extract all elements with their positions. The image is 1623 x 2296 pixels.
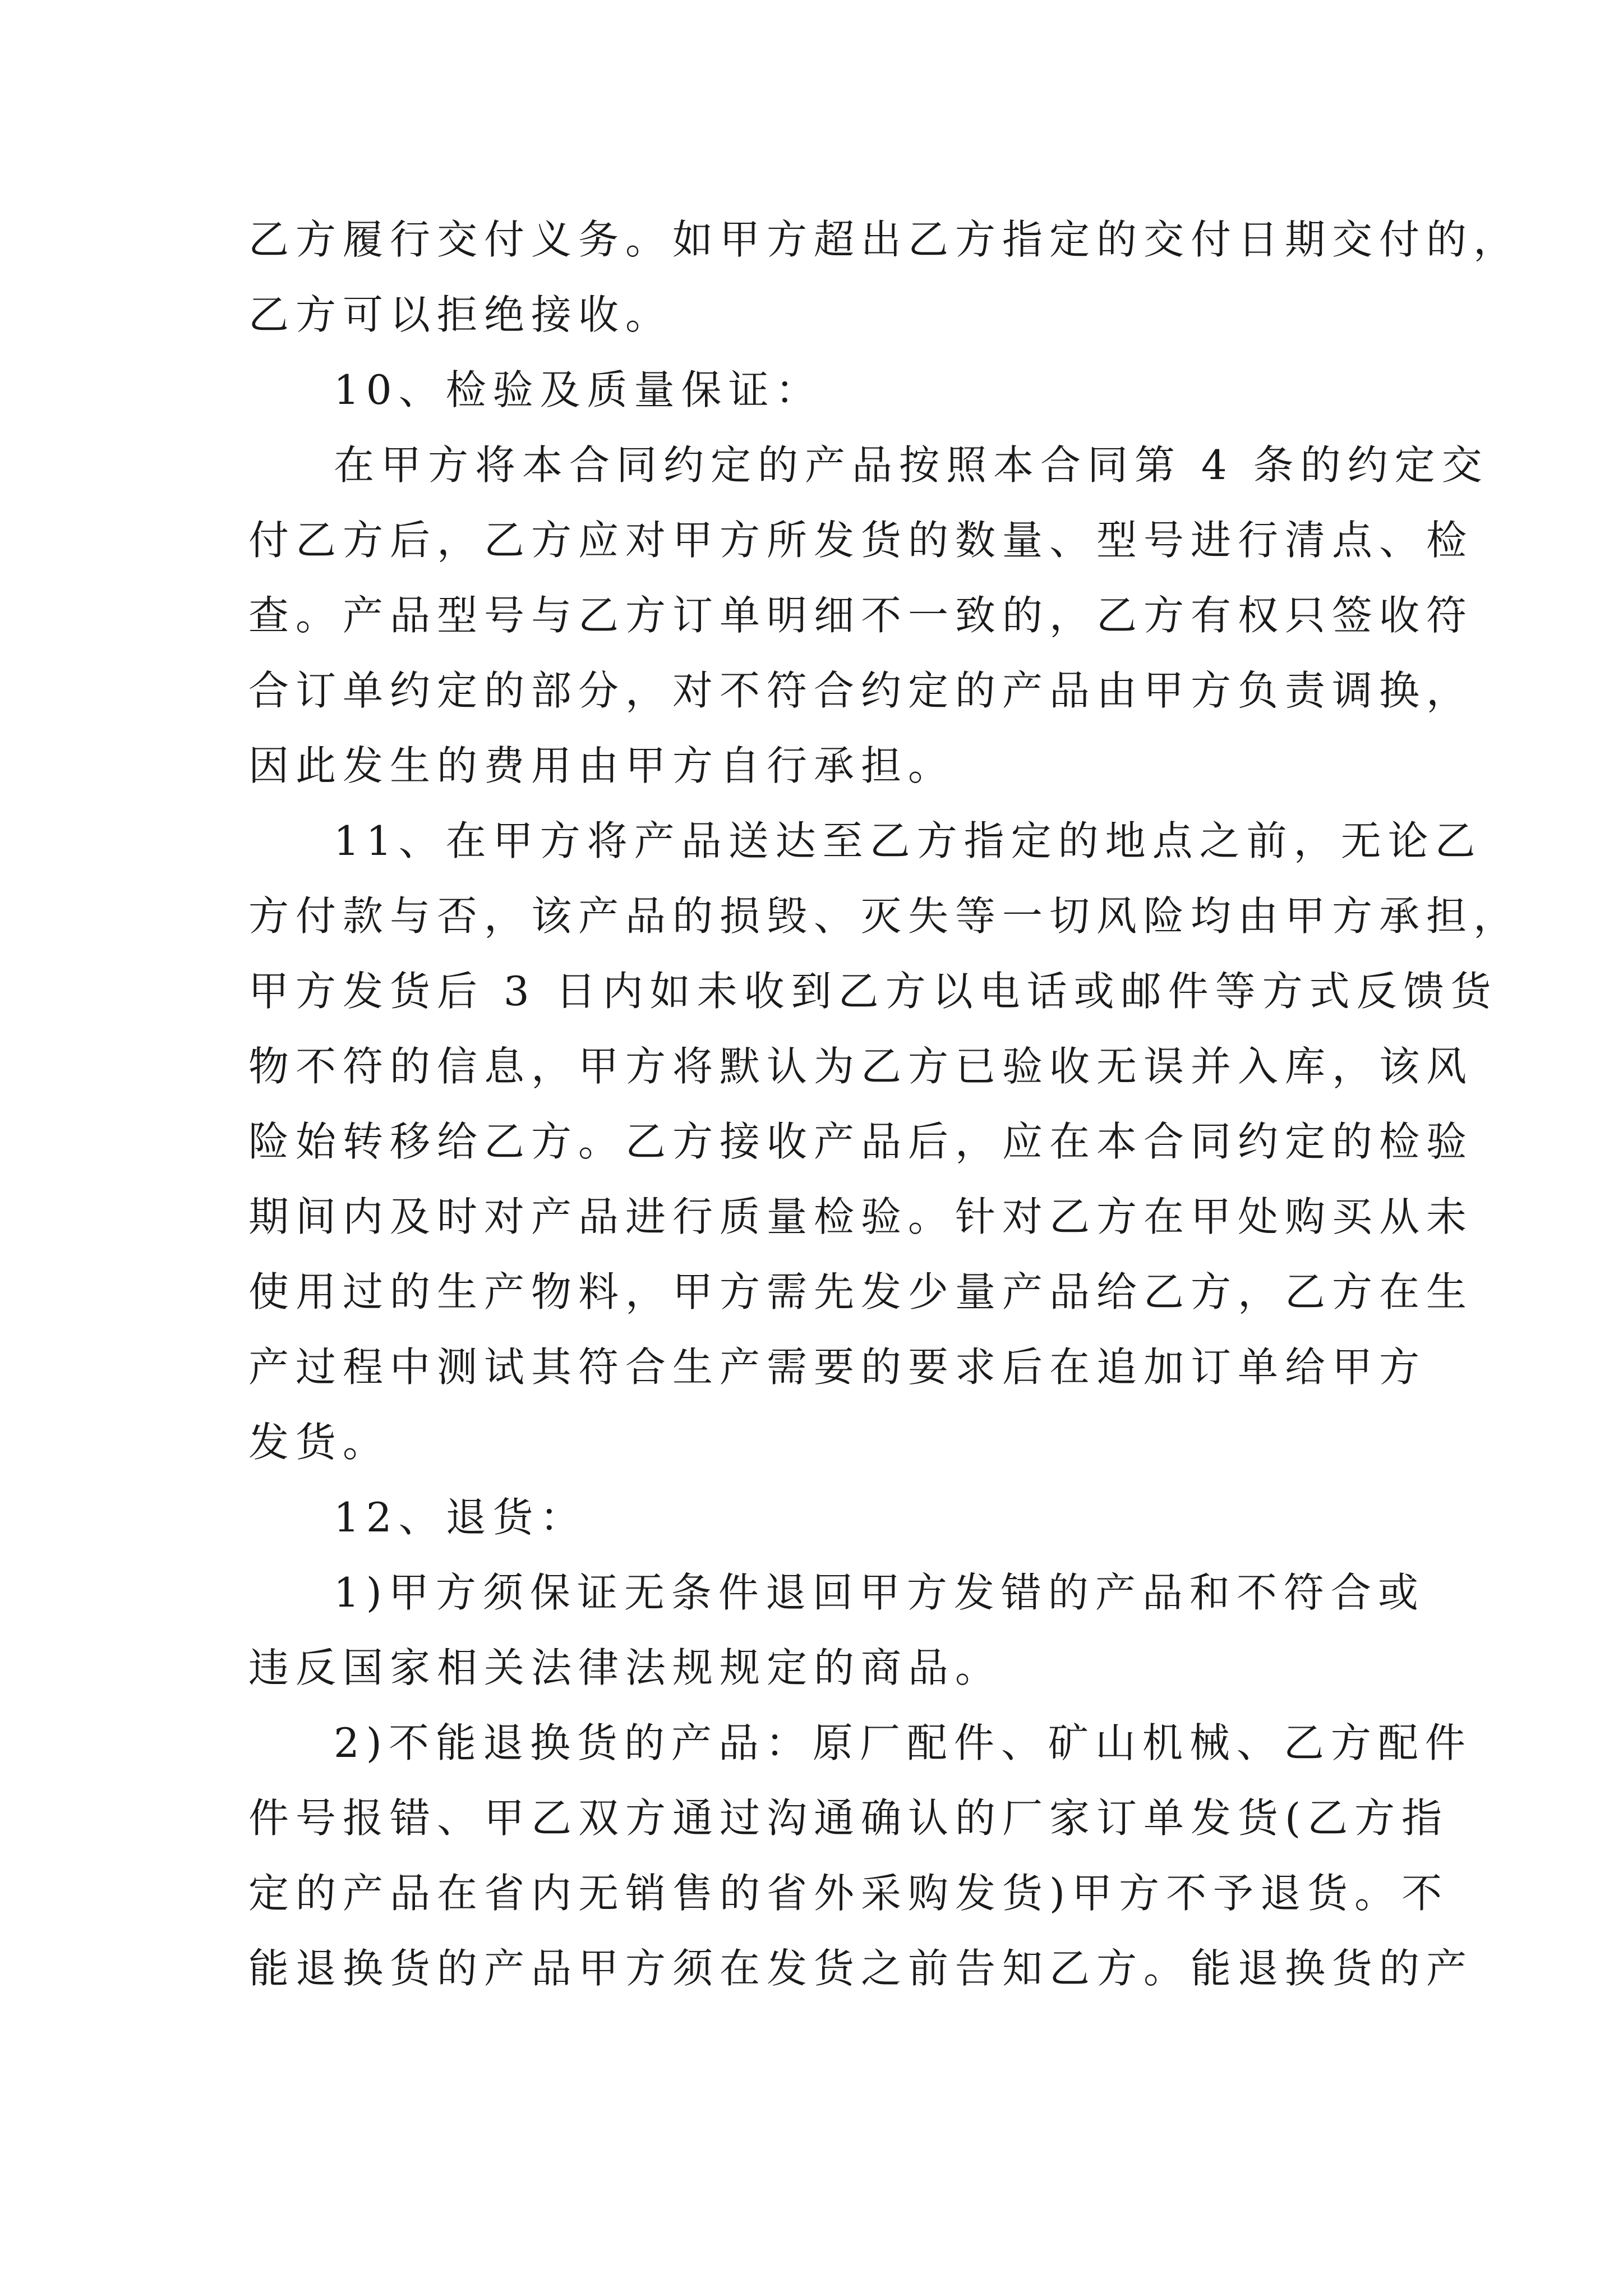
document-body [248, 202, 1521, 2006]
text-line: 产过程中测试其符合生产需要的要求后在追加订单给甲方 [248, 1343, 1427, 1391]
text-line: 付乙方后，乙方应对甲方所发货的数量、型号进行清点、检 [248, 517, 1474, 564]
text-line: 查。产品型号与乙方订单明细不一致的，乙方有权只签收符 [248, 592, 1474, 639]
text-line: 期间内及时对产品进行质量检验。针对乙方在甲处购买从未 [248, 1193, 1474, 1240]
text-line: 12、退货： [334, 1494, 587, 1541]
text-line: 乙方可以拒绝接收。 [248, 291, 673, 338]
text-line: 乙方履行交付义务。如甲方超出乙方指定的交付日期交付的， [248, 216, 1521, 263]
text-line: 能退换货的产品甲方须在发货之前告知乙方。能退换货的产 [248, 1945, 1474, 1992]
paragraph-risk-transfer [248, 803, 1521, 1480]
text-line: 11、在甲方将产品送达至乙方指定的地点之前，无论乙 [334, 817, 1482, 864]
section-heading-returns [248, 1480, 1415, 1555]
text-line: 2)不能退换货的产品：原厂配件、矿山机械、乙方配件 [334, 1719, 1472, 1766]
paragraph-return-item-1 [248, 1555, 1425, 1705]
paragraph-return-item-2 [248, 1705, 1474, 2006]
section-heading-inspection [248, 352, 1415, 427]
paragraph-inspection [248, 427, 1489, 803]
paragraph-delivery-continuation [248, 202, 1521, 352]
text-line: 违反国家相关法律法规规定的商品。 [248, 1644, 1003, 1691]
text-line: 因此发生的费用由甲方自行承担。 [248, 742, 956, 789]
text-line: 方付款与否，该产品的损毁、灭失等一切风险均由甲方承担， [248, 892, 1521, 940]
text-line: 件号报错、甲乙双方通过沟通确认的厂家订单发货(乙方指 [248, 1795, 1449, 1842]
text-line: 定的产品在省内无销售的省外采购发货)甲方不予退货。不 [248, 1870, 1449, 1917]
text-line: 物不符的信息，甲方将默认为乙方已验收无误并入库，该风 [248, 1043, 1474, 1090]
text-line: 在甲方将本合同约定的产品按照本合同第 4 条的约定交 [334, 441, 1489, 489]
text-line: 10、检验及质量保证： [334, 366, 823, 413]
text-line: 合订单约定的部分，对不符合约定的产品由甲方负责调换， [248, 667, 1474, 714]
text-line: 险始转移给乙方。乙方接收产品后，应在本合同约定的检验 [248, 1118, 1474, 1165]
text-line: 发货。 [248, 1419, 390, 1466]
text-line: 使用过的生产物料，甲方需先发少量产品给乙方，乙方在生 [248, 1268, 1474, 1315]
text-line: 1)甲方须保证无条件退回甲方发错的产品和不符合或 [334, 1569, 1425, 1616]
text-line: 甲方发货后 3 日内如未收到乙方以电话或邮件等方式反馈货 [248, 968, 1498, 1015]
